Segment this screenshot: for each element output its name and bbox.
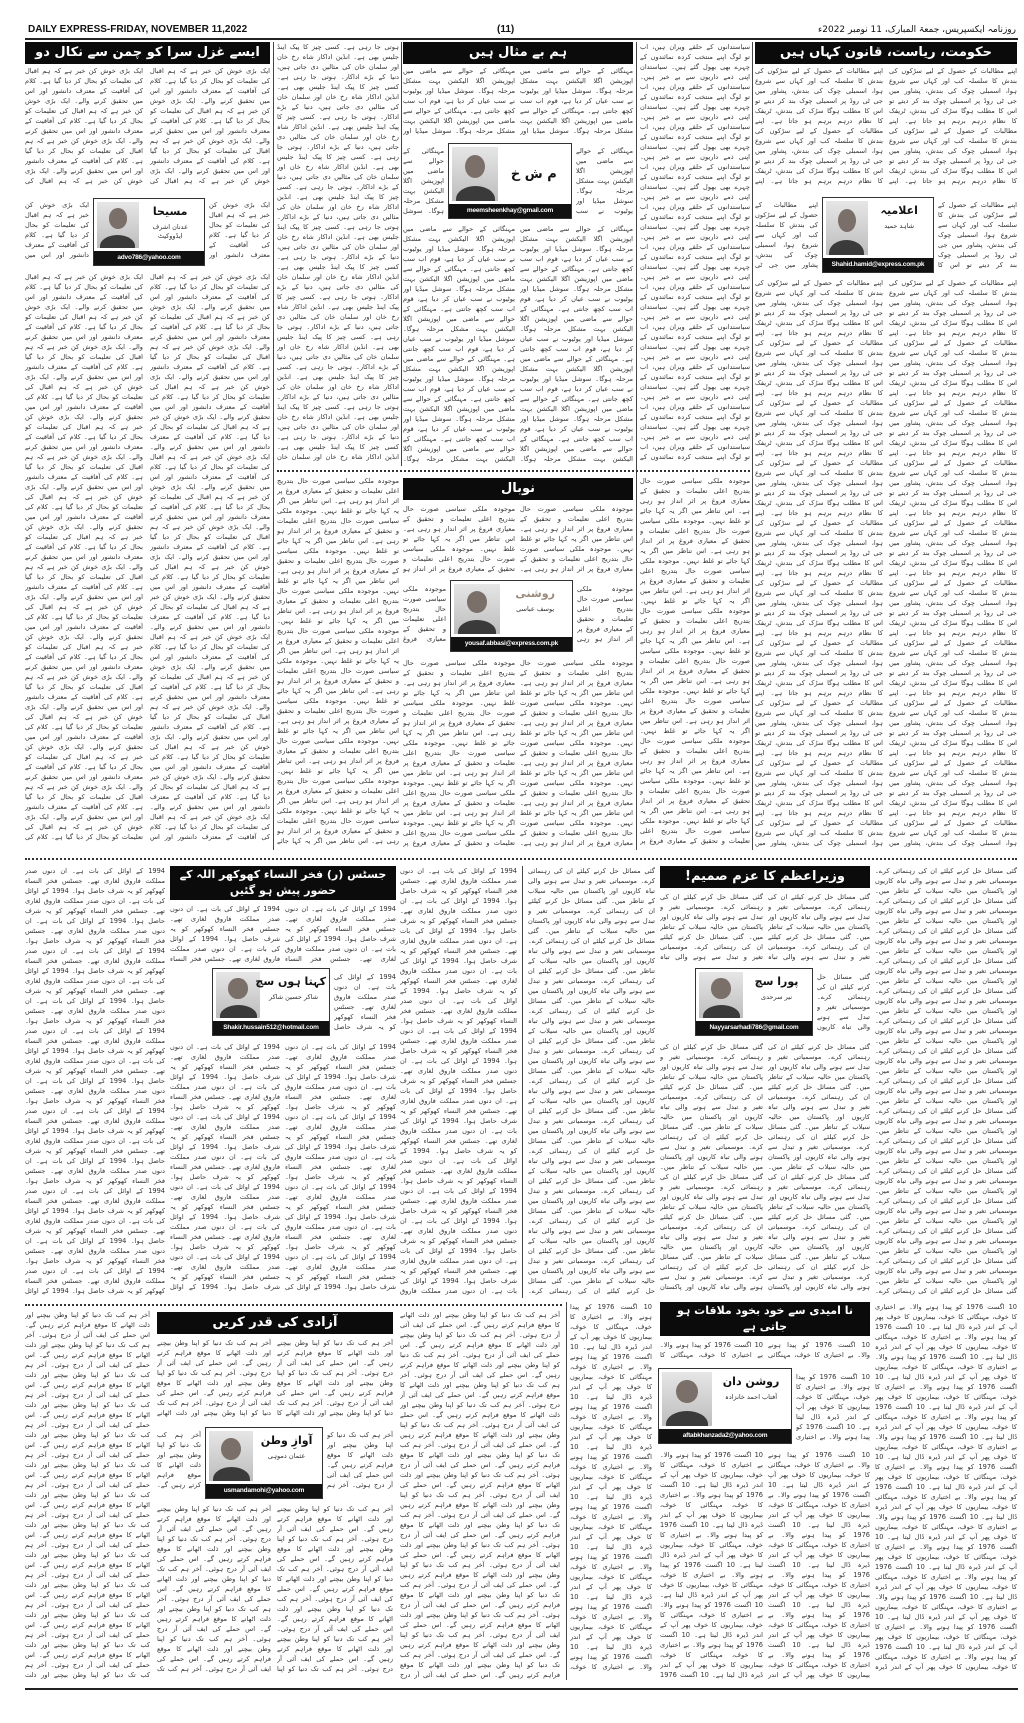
page-number: (11) bbox=[497, 24, 515, 35]
author-photo bbox=[209, 1431, 253, 1481]
article-azadi-column: آخر ہم کب تک دنیا کو اپنا وطن بیچنے اور ذلت اٹھانے کا موقع فراہم کرتے رہیں گے۔ اس حملے کی ایف آئی آر درج ہوئی۔ آخر ہم کب تک دنیا کو اپنا وطن بیچنے اور ذلت اٹھانے کا موقع فراہم کرتے رہیں گے۔ اس حملے کی ایف آئی آر درج ہوئی۔ آخر ہم کب تک دنیا کو اپنا وطن بیچنے اور ذلت اٹھانے کا bbox=[277, 1339, 393, 1417]
article-azadi-column: آخر ہم کب تک دنیا کو اپنا وطن بیچنے اور ذلت اٹھانے کا موقع فراہم کرتے رہیں گے۔ bbox=[157, 1431, 201, 1489]
article-continuation-column: ہوتی جا رہی ہے۔ کسی چیز کا پیک اینڈ جلیس بھی ہے۔ انڈین اداکار شاہ رخ خان اور سلمان خان کی مثالیں دی جاتی ہیں، دنیا کے بڑے اداکار۔ ہوتی جا رہی ہے۔ کسی چیز کا پیک اینڈ جلیس بھی ہے۔ انڈین اداکار شاہ رخ خان اور سلمان خان کی مثالیں دی جاتی ہیں، دنیا کے بڑے اداکار۔ ہوتی جا رہی ہے۔ کسی چیز کا پیک اینڈ جلیس بھی ہے۔ انڈین اداکار شاہ رخ خان اور سلمان خان کی مثالیں دی جاتی ہیں، دنیا کے بڑے اداکار۔ ہوتی جا رہی ہے۔ کسی چیز کا پیک اینڈ جلیس بھی ہے۔ انڈین اداکار شاہ رخ خان اور سلمان خان کی مثالیں دی جاتی ہیں، دنیا کے بڑے اداکار۔ ہوتی جا رہی ہے۔ کسی چیز کا پیک اینڈ جلیس بھی ہے۔ انڈین اداکار شاہ رخ خان اور سلمان خان کی مثالیں دی جاتی ہیں، دنیا کے بڑے اداکار۔ ہوتی جا رہی ہے۔ کسی چیز کا پیک اینڈ جلیس بھی ہے۔ انڈین اداکار شاہ رخ خان اور سلمان خان کی مثالیں دی جاتی ہیں، دنیا کے بڑے اداکار۔ ہوتی جا رہی ہے۔ کسی چیز کا پیک اینڈ جلیس بھی ہے۔ انڈین اداکار شاہ رخ خان اور سلمان خان کی مثالیں دی جاتی ہیں، دنیا کے بڑے اداکار۔ ہوتی جا رہی ہے۔ کسی چیز کا پیک اینڈ جلیس بھی ہے۔ انڈین اداکار شاہ رخ خان اور سلمان خان کی مثالیں دی جاتی ہیں، دنیا کے بڑے اداکار۔ ہوتی جا رہی ہے۔ کسی چیز کا پیک اینڈ جلیس بھی ہے۔ انڈین اداکار شاہ رخ خان اور سلمان خان کی مثالیں دی جاتی ہیں، دنیا کے بڑے اداکار۔ ہوتی جا رہی ہے۔ کسی چیز کا پیک اینڈ جلیس بھی ہے۔ انڈین اداکار شاہ رخ خان اور سلمان خان کی مثالیں دی جاتی ہیں، دنیا کے بڑے اداکار۔ ہوتی جا رہی ہے۔ کسی چیز کا پیک اینڈ جلیس بھی ہے۔ انڈین اداکار شاہ رخ خان اور سلمان خان کی مثالیں دی جاتی ہیں، دنیا کے بڑے اداکار۔ ہوتی جا رہی ہے۔ کسی چیز کا پیک اینڈ جلیس بھی ہے۔ انڈین اداکار شاہ رخ خان اور سلمان خان bbox=[277, 43, 399, 461]
author-box-na-ummeedi bbox=[658, 1368, 792, 1444]
page-bottom-rule bbox=[25, 1688, 1018, 1690]
article-hum-be-misal-column: مہنگائی کے حوالے سے ماضی میں اپوزیشن اگلا الیکشن بہت مشکل مرحلہ ہوگا۔ سوشل میڈیا اور یوٹیوب نے سب عیاں کر دیا ہے، قوم اب سب کچھ جانتی ہے۔ مہنگائی کے حوالے سے ماضی میں اپوزیشن اگلا الیکشن بہت مشکل مرحلہ ہوگا۔ سوشل میڈیا اور bbox=[520, 67, 633, 135]
article-wazir-column: گئی مسائل حل کرنے کیلئے ان کی رہنمائی کرے۔ موسمیاتی تغیر و تبدل سے ہونے والی تباہ کاریوں اور پاکستان میں حالیہ سیلاب کے تناظر میں۔ گئی مسائل حل کرنے کیلئے ان کی رہنمائی کرے۔ موسمیاتی تغیر و تبدل سے ہونے والی تباہ کاریوں اور پاکستان میں حالیہ سیلاب کے تناظر میں۔ گئی مسائل حل کرنے کیلئے ان کی رہنمائی کرے۔ موسمیاتی تغیر و تبدل سے ہونے والی تباہ کاریوں اور پاکستان میں حالیہ سیلاب کے تناظر میں۔ گئی مسائل حل کرنے کیلئے ان کی رہنمائی کرے۔ موسمیاتی تغیر و تبدل سے ہونے والی تباہ کاریوں اور پاکستان میں حالیہ سیلاب کے تناظر میں۔ گئی مسائل حل کرنے کیلئے ان کی رہنمائی کرے۔ موسمیاتی تغیر و تبدل سے ہونے والی تباہ کاریوں اور پاکستان میں حالیہ سیلاب کے تناظر میں۔ گئی مسائل حل کرنے کیلئے ان کی رہنمائی کرے۔ موسمیاتی تغیر و تبدل سے ہونے والی تباہ کاریوں اور پاکستان bbox=[660, 1043, 763, 1291]
article-no-ball-column: موجودہ ملکی سیاسی صورت حال بتدریج اعلی تعلیمات و تحقیق کے معیاری فروغ پر اثر انداز ہو رہی ہے۔ اس تناظر میں اگر یہ کہا جائے تو غلط نہیں۔ موجودہ ملکی سیاسی صورت حال بتدریج اعلی تعلیمات و تحقیق کے معیاری فروغ پر اثر انداز ہو رہی ہے۔ اس تناظر میں اگر یہ کہا جائے تو غلط نہیں۔ موجودہ ملکی سیاسی صورت حال بتدریج اعلی تعلیمات و تحقیق کے معیاری فروغ پر اثر انداز ہو رہی ہے۔ اس تناظر میں اگر یہ کہا جائے تو غلط نہیں۔ موجودہ ملکی سیاسی صورت حال بتدریج اعلی تعلیمات و تحقیق کے معیاری فروغ پر اثر انداز ہو رہی ہے۔ اس تناظر میں اگر یہ کہا جائے تو غلط نہیں۔ موجودہ ملکی سیاسی صورت حال بتدریج اعلی تعلیمات و تحقیق کے معیاری فروغ پر bbox=[403, 659, 515, 847]
article-ghazal-column: ایک بڑی خوش کن خبر ہے کہ ہم اقبال کی تعلیمات کو بحال کر دیا گیا ہے۔ کلام کی آفاقیت کے معترف دانشور اور اس میں تحقیق کرنے والے۔ ایک بڑی خوش کن خبر ہے کہ ہم اقبال کی تعلیمات کو بحال کر دیا گیا ہے۔ کلام کی آفاقیت کے معترف دانشور اور اس میں تحقیق کرنے والے۔ ایک بڑی خوش کن خبر ہے کہ ہم اقبال کی تعلیمات کو بحال کر دیا گیا ہے۔ کلام کی آفاقیت کے معترف دانشور اور اس میں تحقیق کرنے والے۔ ایک بڑی خوش کن خبر ہے کہ ہم اقبال کی bbox=[25, 67, 143, 185]
article-no-ball-column: موجودہ ملکی سیاسی صورت حال بتدریج اعلی تعلیمات و تحقیق کے معیاری فروغ پر اثر انداز ہو رہی ہے۔ اس تناظر میں اگر یہ کہا جائے تو غلط نہیں۔ موجودہ ملکی سیاسی صورت حال بتدریج اعلی تعلیمات و تحقیق کے معیاری فروغ پر اثر انداز ہو رہی ہے۔ اس تناظر میں اگر یہ کہا جائے تو غلط نہیں۔ موجودہ ملکی سیاسی صورت حال بتدریج اعلی تعلیمات و تحقیق کے معیاری فروغ پر اثر انداز ہو رہی ہے۔ اس تناظر میں اگر یہ کہا جائے تو غلط نہیں۔ موجودہ ملکی سیاسی صورت حال بتدریج اعلی تعلیمات و تحقیق کے معیاری فروغ پر اثر انداز ہو رہی ہے۔ اس تناظر میں اگر یہ کہا جائے تو غلط نہیں۔ موجودہ ملکی سیاسی صورت حال بتدریج اعلی تعلیمات و تحقیق کے معیاری فروغ پر اثر انداز ہو رہی ہے۔ اس تناظر میں اگر یہ کہا جائے تو غلط نہیں۔ موجودہ ملکی سیاسی صورت حال بتدریج اعلی تعلیمات و تحقیق کے معیاری فروغ پر اثر انداز ہو رہی ہے۔ اس تناظر میں اگر یہ کہا جائے تو غلط نہیں۔ موجودہ ملکی سیاسی صورت حال بتدریج اعلی تعلیمات و تحقیق کے معیاری فروغ پر اثر انداز ہو رہی ہے۔ اس تناظر میں اگر یہ کہا جائے تو غلط نہیں۔ موجودہ ملکی سیاسی صورت حال بتدریج اعلی تعلیمات و تحقیق کے معیاری فروغ پر اثر انداز ہو رہی ہے۔ اس تناظر میں اگر یہ کہا جائے تو غلط نہیں۔ موجودہ ملکی سیاسی صورت حال بتدریج اعلی تعلیمات و تحقیق کے معیاری فروغ پر bbox=[640, 477, 750, 845]
article-wazir-column: گئی مسائل حل کرنے کیلئے ان کی رہنمائی کرے۔ موسمیاتی تغیر و تبدل سے ہونے والی تباہ کاریوں bbox=[817, 973, 870, 1031]
article-hum-be-misal-column: مہنگائی کے حوالے سے ماضی میں اپوزیشن اگلا الیکشن بہت مشکل مرحلہ ہوگا۔ سوشل میڈیا اور یوٹیوب نے سب عیاں کر دیا ہے، قوم اب سب کچھ جانتی ہے۔ مہنگائی کے حوالے سے ماضی میں اپوزیشن اگلا الیکشن بہت مشکل مرحلہ ہوگا۔ سوشل میڈیا اور یوٹیوب نے سب عیاں کر دیا ہے، قوم اب سب کچھ جانتی ہے۔ مہنگائی کے حوالے سے ماضی میں اپوزیشن اگلا الیکشن بہت مشکل مرحلہ ہوگا۔ سوشل میڈیا اور یوٹیوب نے سب عیاں کر دیا ہے، قوم اب سب کچھ جانتی ہے۔ مہنگائی کے حوالے سے ماضی میں اپوزیشن اگلا الیکشن بہت مشکل مرحلہ ہوگا۔ سوشل میڈیا اور یوٹیوب نے سب عیاں کر دیا ہے، قوم اب سب کچھ جانتی ہے۔ مہنگائی کے حوالے سے ماضی میں اپوزیشن اگلا الیکشن بہت مشکل مرحلہ ہوگا۔ سوشل میڈیا اور یوٹیوب نے سب عیاں کر دیا ہے، قوم اب سب کچھ جانتی ہے۔ مہنگائی کے حوالے سے ماضی میں اپوزیشن اگلا الیکشن بہت مشکل مرحلہ ہوگا۔ bbox=[403, 225, 515, 463]
article-ghazal-column: ایک بڑی خوش کن خبر ہے کہ ہم اقبال کی تعلیمات کو بحال کر دیا گیا ہے۔ کلام کی آفاقیت کے معترف دانشور اور اس میں bbox=[25, 201, 89, 259]
column-name: کہتا ہوں سچ bbox=[255, 975, 326, 988]
article-hum-be-misal-column: مہنگائی کے حوالے سے ماضی میں اپوزیشن اگلا الیکشن بہت مشکل مرحلہ ہوگا۔ سوشل میڈیا اور یوٹیوب نے سب عیاں کر دیا ہے، قوم اب سب کچھ جانتی ہے۔ مہنگائی کے حوالے سے ماضی میں اپوزیشن اگلا الیکشن بہت مشکل مرحلہ ہوگا۔ سوشل میڈیا اور bbox=[403, 67, 515, 135]
headline-hukumat: حکومت، ریاست، قانون کہاں ہیں bbox=[755, 42, 1017, 64]
article-hukumat-column: اپنے مطالبات کے حصول کے لیے سڑکوں کی بندش کا سلسلہ کب اور کہاں سے شروع ہوا، اسمبلی چوک کی بندش، پشاور میں جی ٹی روڈ پر اسمبلی چوک بند کر دیتے تو اس کا مطلب ہوگا سڑک کی بندش، ٹریفک کا نظام درہم برہم ہو جاتا ہے۔ اپنے مطالبات کے حصول کے لیے سڑکوں کی بندش کا سلسلہ کب اور کہاں سے شروع ہوا، اسمبلی چوک کی بندش، پشاور میں جی ٹی روڈ پر اسمبلی چوک بند کر دیتے تو اس کا مطلب ہوگا سڑک کی بندش، ٹریفک کا نظام درہم برہم ہو جاتا ہے۔ اپنے مطالبات کے حصول کے لیے سڑکوں کی بندش کا سلسلہ کب اور کہاں سے شروع ہوا، اسمبلی چوک کی بندش، پشاور میں جی ٹی روڈ پر اسمبلی چوک بند کر دیتے تو اس کا مطلب ہوگا سڑک کی بندش، ٹریفک کا نظام درہم برہم ہو جاتا ہے۔ اپنے مطالبات کے حصول کے لیے سڑکوں کی بندش کا سلسلہ کب اور کہاں سے شروع ہوا، اسمبلی چوک کی بندش، پشاور میں جی ٹی روڈ پر اسمبلی چوک بند کر دیتے تو اس کا مطلب ہوگا سڑک کی بندش، ٹریفک کا نظام درہم برہم ہو جاتا ہے۔ اپنے مطالبات کے حصول کے لیے سڑکوں کی بندش کا سلسلہ کب اور کہاں سے شروع ہوا، اسمبلی چوک کی بندش، پشاور میں جی ٹی روڈ پر اسمبلی چوک بند کر دیتے تو اس کا مطلب ہوگا سڑک کی بندش، ٹریفک کا نظام درہم برہم ہو جاتا ہے۔ اپنے مطالبات کے حصول کے لیے سڑکوں کی بندش کا سلسلہ کب اور کہاں سے شروع ہوا، اسمبلی چوک کی بندش، پشاور میں جی ٹی روڈ پر اسمبلی چوک بند کر دیتے تو اس کا مطلب ہوگا سڑک کی بندش، ٹریفک کا نظام درہم برہم ہو جاتا ہے۔ اپنے مطالبات کے حصول کے لیے سڑکوں کی بندش کا سلسلہ کب اور کہاں سے شروع ہوا، اسمبلی چوک کی بندش، پشاور میں جی ٹی روڈ پر اسمبلی چوک بند کر دیتے تو اس کا مطلب ہوگا سڑک کی بندش، ٹریفک کا نظام درہم برہم ہو جاتا ہے۔ اپنے مطالبات کے حصول کے لیے سڑکوں کی بندش کا سلسلہ کب اور کہاں سے شروع ہوا، اسمبلی چوک کی بندش، پشاور میں جی ٹی روڈ پر اسمبلی چوک بند کر دیتے تو اس کا مطلب ہوگا سڑک کی بندش، ٹریفک کا نظام درہم برہم ہو جاتا ہے۔ اپنے مطالبات کے حصول کے لیے سڑکوں کی بندش کا سلسلہ کب اور کہاں سے شروع ہوا، اسمبلی چوک کی بندش، پشاور میں جی ٹی روڈ پر اسمبلی چوک بند کر دیتے تو اس کا مطلب ہوگا سڑک کی بندش، ٹریفک کا نظام درہم برہم ہو جاتا ہے۔ اپنے مطالبات کے حصول کے لیے سڑکوں کی بندش کا سلسلہ کب اور کہاں سے شروع ہوا، اسمبلی چوک کی بندش، پشاور میں bbox=[889, 279, 1017, 847]
headline-na-ummeedi: نا امیدی سے خود بخود ملاقات ہو جاتی ہے bbox=[660, 1302, 870, 1336]
author-name: عدنان اشرف ایڈووکیٹ bbox=[152, 223, 188, 240]
author-email: Nayyarsarhadi786@gmail.com bbox=[696, 1021, 812, 1035]
article-no-ball-column: موجودہ ملکی سیاسی صورت حال بتدریج اعلی تعلیمات و تحقیق کے معیاری فروغ bbox=[403, 585, 446, 643]
article-na-ummeedi-column: 10 اگست 1976 کو پیدا ہونے والا۔ بے اختیاری کا خوف، مہنگائی کا خوف، بیماریوں کا خوف پھر آپ کے اندر ڈیرہ ڈال لیتا ہے۔ 10 اگست 1976 کو پیدا ہونے والا۔ بے اختیاری کا خوف، مہنگائی کا خوف، بیماریوں کا خوف پھر آپ کے اندر ڈیرہ ڈال لیتا ہے۔ 10 اگست 1976 کو پیدا ہونے والا۔ بے اختیاری کا خوف، مہنگائی کا خوف، بیماریوں کا خوف پھر آپ کے اندر ڈیرہ ڈال لیتا ہے۔ 10 اگست 1976 کو پیدا ہونے والا۔ بے اختیاری کا خوف، مہنگائی کا خوف، بیماریوں کا خوف پھر آپ کے اندر ڈیرہ ڈال لیتا ہے۔ 10 اگست 1976 کو پیدا ہونے والا۔ بے اختیاری کا خوف، مہنگائی کا خوف، بیماریوں کا خوف پھر آپ کے اندر ڈیرہ ڈال لیتا ہے۔ 10 اگست 1976 کو پیدا ہونے والا۔ بے اختیاری کا خوف، مہنگائی کا خوف، بیماریوں کا خوف پھر آپ کے اندر bbox=[768, 1451, 870, 1679]
column-name: روشن دان bbox=[722, 1375, 780, 1388]
column-divider bbox=[752, 42, 753, 850]
article-wazir-column: گئی مسائل حل کرنے کیلئے ان کی رہنمائی کرے۔ موسمیاتی تغیر و تبدل سے ہونے والی تباہ کاریوں اور پاکستان میں حالیہ سیلاب کے تناظر میں۔ گئی مسائل حل کرنے کیلئے ان کی رہنمائی کرے۔ موسمیاتی تغیر و تبدل سے ہونے والی تباہ bbox=[768, 893, 870, 961]
author-box-no-ball bbox=[450, 580, 573, 652]
headline-justice: جسٹس (ر) فخر النساء کھوکھر اللہ کے حضور پیش ہو گئیں bbox=[170, 866, 396, 900]
headline-azadi: آزادی کی قدر کریں bbox=[157, 1312, 393, 1334]
column-divider bbox=[273, 42, 274, 850]
article-no-ball-column: موجودہ ملکی سیاسی صورت حال بتدریج اعلی تعلیمات و تحقیق کے معیاری فروغ پر اثر انداز ہو رہی ہے۔ اس تناظر میں اگر یہ کہا جائے تو غلط نہیں۔ موجودہ ملکی سیاسی صورت حال بتدریج اعلی تعلیمات و تحقیق کے معیاری فروغ پر اثر انداز ہو رہی ہے۔ bbox=[520, 505, 633, 573]
author-photo bbox=[216, 972, 260, 1018]
masthead-rule bbox=[25, 38, 1018, 40]
headline-no-ball: نوبال bbox=[403, 478, 633, 500]
article-azadi-column: آخر ہم کب تک دنیا کو اپنا وطن بیچنے اور ذلت اٹھانے کا موقع فراہم کرتے رہیں گے۔ اس حملے کی ایف آئی آر درج ہوئی۔ آخر ہم bbox=[327, 1431, 393, 1489]
article-wazir-column: گئی مسائل حل کرنے کیلئے ان کی رہنمائی کرے۔ موسمیاتی تغیر و تبدل سے ہونے والی تباہ کاریوں اور پاکستان میں حالیہ سیلاب کے تناظر میں۔ گئی مسائل حل کرنے کیلئے ان کی رہنمائی کرے۔ موسمیاتی تغیر و تبدل سے ہونے والی تباہ کاریوں اور پاکستان میں حالیہ سیلاب کے تناظر میں۔ گئی مسائل حل کرنے کیلئے ان کی رہنمائی کرے۔ موسمیاتی تغیر و تبدل سے ہونے والی تباہ کاریوں اور پاکستان میں حالیہ سیلاب کے تناظر میں۔ گئی مسائل حل کرنے کیلئے ان کی رہنمائی کرے۔ موسمیاتی تغیر و تبدل سے ہونے والی تباہ کاریوں اور پاکستان میں حالیہ سیلاب کے تناظر میں۔ گئی مسائل حل کرنے کیلئے ان کی رہنمائی کرے۔ موسمیاتی تغیر و تبدل سے ہونے والی تباہ کاریوں اور پاکستان میں حالیہ سیلاب کے تناظر میں۔ گئی مسائل حل کرنے کیلئے ان کی رہنمائی کرے۔ موسمیاتی تغیر و تبدل سے ہونے والی تباہ کاریوں اور پاکستان میں حالیہ سیلاب کے تناظر میں۔ گئی مسائل حل کرنے کیلئے ان کی رہنمائی کرے۔ موسمیاتی تغیر و تبدل سے ہونے والی تباہ کاریوں اور پاکستان میں حالیہ سیلاب کے تناظر میں۔ گئی مسائل حل کرنے کیلئے ان کی رہنمائی کرے۔ موسمیاتی تغیر و تبدل سے ہونے والی تباہ کاریوں اور پاکستان میں حالیہ سیلاب کے تناظر میں۔ گئی مسائل حل کرنے کیلئے ان کی رہنمائی کرے۔ موسمیاتی تغیر و تبدل سے ہونے والی تباہ کاریوں اور پاکستان میں حالیہ سیلاب کے تناظر میں۔ گئی مسائل حل کرنے کیلئے ان کی رہنمائی کرے۔ موسمیاتی تغیر و تبدل سے ہونے والی تباہ کاریوں اور پاکستان میں حالیہ سیلاب کے تناظر میں۔ گئی مسائل حل کرنے کیلئے ان کی رہنمائی کرے۔ موسمیاتی تغیر و تبدل سے ہونے والی تباہ کاریوں اور پاکستان میں حالیہ سیلاب کے تناظر میں۔ گئی مسائل حل کرنے کیلئے ان کی رہنمائی کرے۔ موسمیاتی تغیر و تبدل سے ہونے والی تباہ کاریوں اور پاکستان میں حالیہ سیلاب کے تناظر میں۔ گئی مسائل حل کرنے کیلئے ان کی رہنمائی کرے۔ bbox=[528, 867, 655, 1295]
author-name: شاہد حمید bbox=[884, 222, 915, 230]
column-name: مسیحا bbox=[152, 205, 188, 218]
author-photo bbox=[699, 972, 743, 1018]
author-email: aftabkhanzada2@yahoo.com bbox=[659, 1429, 791, 1443]
article-ghazal-column: ایک بڑی خوش کن خبر ہے کہ ہم اقبال کی تعلیمات کو بحال کر دیا گیا ہے۔ کلام کی آفاقیت کے معترف دانشور اور اس میں تحقیق کرنے والے۔ ایک بڑی خوش کن خبر ہے کہ ہم اقبال کی تعلیمات کو بحال کر دیا گیا ہے۔ کلام کی آفاقیت کے معترف دانشور اور اس میں تحقیق کرنے والے۔ ایک بڑی خوش کن خبر ہے کہ ہم اقبال کی تعلیمات کو بحال کر دیا گیا ہے۔ کلام کی آفاقیت کے معترف دانشور اور اس میں تحقیق کرنے والے۔ ایک بڑی خوش کن خبر ہے کہ ہم اقبال کی bbox=[150, 67, 270, 185]
author-name: نیر سرحدی bbox=[761, 993, 793, 1001]
masthead-date-urdu: روزنامہ ایکسپریس، جمعۃ المبارک، 11 نومبر 2022ء bbox=[818, 25, 1016, 35]
author-box-hukumat bbox=[822, 197, 934, 273]
article-justice-column: 1994 کے اوائل کی بات ہے۔ ان دنوں صدر مملکت فاروق لغاری تھے۔ جسٹس فخر النساء کھوکھر کو یہ شرف حاصل bbox=[334, 973, 396, 1031]
author-email: yousaf.abbasi@express.com.pk bbox=[451, 637, 572, 651]
article-na-ummeedi-column: 10 اگست 1976 کو پیدا ہونے والا۔ بے اختیاری کا خوف، مہنگائی کا خوف، بیماریوں کا خوف پھر آپ کے اندر ڈیرہ ڈال لیتا ہے۔ 10 اگست 1976 کو پیدا ہونے والا۔ بے اختیاری کا خوف، مہنگائی کا خوف، بیماریوں کا خوف پھر آپ کے اندر ڈیرہ ڈال لیتا ہے۔ 10 اگست 1976 کو پیدا ہونے والا۔ بے اختیاری کا خوف، مہنگائی کا خوف، بیماریوں کا خوف پھر آپ کے اندر ڈیرہ ڈال لیتا ہے۔ 10 اگست 1976 کو پیدا ہونے والا۔ بے اختیاری کا خوف، مہنگائی کا خوف، بیماریوں کا خوف پھر آپ کے اندر ڈیرہ ڈال لیتا ہے۔ 10 اگست 1976 کو پیدا ہونے والا۔ بے اختیاری کا خوف، مہنگائی کا خوف، بیماریوں کا خوف پھر آپ کے اندر ڈیرہ ڈال لیتا ہے۔ 10 اگست 1976 کو پیدا ہونے والا۔ بے اختیاری کا خوف، مہنگائی کا خوف، بیماریوں کا خوف پھر آپ کے اندر ڈیرہ ڈال لیتا ہے۔ 10 اگست 1976 کو پیدا ہونے والا۔ بے اختیاری کا خوف، مہنگائی کا خوف، بیماریوں کا خوف پھر آپ کے اندر ڈیرہ ڈال لیتا ہے۔ 10 اگست 1976 کو پیدا ہونے والا۔ بے اختیاری کا خوف، bbox=[570, 1303, 652, 1671]
author-name: م ش خ bbox=[510, 167, 557, 182]
author-name: یوسف عباسی bbox=[516, 605, 555, 613]
article-na-ummeedi-column: 10 اگست 1976 کو پیدا ہونے والا۔ بے اختیاری کا خوف، مہنگائی کا bbox=[660, 1341, 763, 1359]
column-name: پورا سچ bbox=[754, 975, 799, 988]
article-justice-column: 1994 کے اوائل کی بات ہے۔ ان دنوں صدر مملکت فاروق لغاری تھے۔ جسٹس فخر النساء کھوکھر کو یہ شرف حاصل ہوا۔ 1994 کے اوائل کی بات ہے۔ ان دنوں صدر مملکت فاروق لغاری تھے۔ جسٹس فخر النساء کھوکھر کو یہ شرف حاصل ہوا۔ 1994 کے اوائل کی بات ہے۔ ان دنوں صدر مملکت فاروق لغاری تھے۔ جسٹس فخر النساء کھوکھر کو یہ شرف حاصل ہوا۔ 1994 کے اوائل کی بات ہے۔ ان دنوں صدر مملکت فاروق لغاری تھے۔ جسٹس فخر النساء کھوکھر کو یہ شرف حاصل ہوا۔ 1994 کے اوائل کی بات ہے۔ ان دنوں صدر مملکت فاروق لغاری تھے۔ جسٹس فخر النساء کھوکھر کو یہ شرف حاصل ہوا۔ 1994 کے اوائل کی بات ہے۔ ان دنوں صدر مملکت فاروق لغاری تھے۔ جسٹس فخر النساء کھوکھر کو یہ شرف حاصل ہوا۔ 1994 کے اوائل کی بات ہے۔ ان دنوں صدر مملکت فاروق لغاری تھے۔ جسٹس فخر النساء کھوکھر کو یہ شرف حاصل ہوا۔ 1994 کے اوائل کی bbox=[285, 1043, 396, 1291]
column-divider bbox=[566, 1302, 567, 1680]
author-email: advo786@yahoo.com bbox=[94, 251, 204, 265]
author-box-justice bbox=[212, 968, 330, 1036]
article-no-ball-column: موجودہ ملکی سیاسی صورت حال بتدریج اعلی تعلیمات و تحقیق کے معیاری فروغ پر اثر انداز ہو رہی ہے۔ اس تناظر میں اگر یہ کہا جائے تو غلط نہیں۔ موجودہ ملکی سیاسی صورت حال بتدریج اعلی تعلیمات و تحقیق کے معیاری فروغ پر اثر انداز ہو رہی ہے۔ اس تناظر میں اگر یہ کہا جائے تو غلط نہیں۔ موجودہ ملکی سیاسی صورت حال بتدریج اعلی تعلیمات و تحقیق کے معیاری فروغ پر اثر انداز ہو رہی ہے۔ اس تناظر میں اگر یہ کہا جائے تو غلط نہیں۔ موجودہ ملکی سیاسی صورت حال بتدریج اعلی تعلیمات و تحقیق کے معیاری فروغ پر اثر انداز ہو رہی ہے۔ اس تناظر میں اگر یہ کہا جائے تو غلط نہیں۔ موجودہ ملکی سیاسی صورت حال بتدریج اعلی تعلیمات و تحقیق کے معیاری فروغ پر اثر انداز ہو رہی ہے۔ اس تناظر میں اگر یہ کہا جائے تو غلط نہیں۔ موجودہ ملکی سیاسی صورت حال بتدریج اعلی تعلیمات و تحقیق کے معیاری فروغ پر اثر انداز ہو رہی ہے۔ اس تناظر میں اگر یہ کہا جائے تو غلط نہیں۔ موجودہ ملکی سیاسی صورت حال بتدریج اعلی تعلیمات و تحقیق کے معیاری فروغ پر اثر انداز ہو رہی ہے۔ اس تناظر میں اگر یہ کہا جائے تو غلط نہیں۔ موجودہ ملکی سیاسی صورت حال بتدریج اعلی تعلیمات و تحقیق کے معیاری فروغ پر اثر انداز ہو رہی ہے۔ اس تناظر میں اگر یہ کہا جائے تو غلط نہیں۔ موجودہ ملکی سیاسی صورت حال بتدریج اعلی تعلیمات و تحقیق کے معیاری فروغ پر اثر انداز ہو رہی ہے۔ اس تناظر میں اگر یہ کہا جائے تو غلط نہیں۔ موجودہ ملکی سیاسی صورت حال بتدریج اعلی تعلیمات و تحقیق کے معیاری فروغ پر اثر انداز ہو رہی ہے۔ اس تناظر میں اگر یہ کہا جائے bbox=[277, 477, 399, 845]
section-divider-dotted bbox=[277, 470, 750, 472]
article-hum-be-misal-column: مہنگائی کے حوالے سے ماضی میں اپوزیشن اگلا الیکشن بہت مشکل مرحلہ ہوگا۔ سوشل میڈیا اور یوٹیوب نے سب عیاں کر دیا ہے، قوم اب سب کچھ جانتی ہے۔ مہنگائی کے حوالے سے ماضی میں اپوزیشن اگلا الیکشن بہت مشکل مرحلہ ہوگا۔ سوشل میڈیا اور یوٹیوب نے سب عیاں کر دیا ہے، قوم اب سب کچھ جانتی ہے۔ مہنگائی کے حوالے سے ماضی میں اپوزیشن اگلا الیکشن بہت مشکل مرحلہ ہوگا۔ سوشل میڈیا اور یوٹیوب نے سب عیاں کر دیا ہے، قوم اب سب کچھ جانتی ہے۔ مہنگائی کے حوالے سے ماضی میں اپوزیشن اگلا الیکشن بہت مشکل مرحلہ ہوگا۔ سوشل میڈیا اور یوٹیوب نے سب عیاں کر دیا ہے، قوم اب سب کچھ جانتی ہے۔ مہنگائی کے حوالے سے ماضی میں اپوزیشن اگلا الیکشن بہت مشکل مرحلہ ہوگا۔ سوشل میڈیا اور یوٹیوب نے سب عیاں کر دیا ہے، قوم اب سب کچھ جانتی ہے۔ مہنگائی کے حوالے سے ماضی میں اپوزیشن اگلا الیکشن بہت مشکل مرحلہ ہوگا۔ bbox=[520, 225, 633, 463]
article-hukumat-column: اپنے مطالبات کے حصول کے لیے سڑکوں کی بندش کا سلسلہ کب اور کہاں سے شروع ہوا، اسمبلی چوک کی بندش، پشاور میں جی ٹی روڈ پر اسمبلی چوک بند کر دیتے تو اس کا مطلب ہوگا سڑک کی بندش، ٹریفک کا نظام درہم برہم ہو جاتا ہے۔ اپنے مطالبات کے حصول کے لیے سڑکوں کی بندش کا سلسلہ کب اور کہاں سے شروع ہوا، اسمبلی چوک کی بندش، پشاور میں جی ٹی روڈ پر اسمبلی چوک بند کر دیتے تو اس کا مطلب ہوگا سڑک کی بندش، ٹریفک کا نظام درہم برہم ہو جاتا ہے۔ اپنے bbox=[755, 67, 883, 185]
article-ghazal-column: ایک بڑی خوش کن خبر ہے کہ ہم اقبال کی تعلیمات کو بحال کر دیا گیا ہے۔ کلام کی آفاقیت کے معترف دانشور اور اس میں تحقیق کرنے والے۔ ایک بڑی خوش کن خبر ہے کہ ہم اقبال کی تعلیمات کو بحال کر دیا گیا ہے۔ کلام کی آفاقیت کے معترف دانشور اور اس میں تحقیق کرنے والے۔ ایک بڑی خوش کن خبر ہے کہ ہم اقبال کی تعلیمات کو بحال کر دیا گیا ہے۔ کلام کی آفاقیت کے معترف دانشور اور اس میں تحقیق کرنے والے۔ ایک بڑی خوش کن خبر ہے کہ ہم اقبال کی تعلیمات کو بحال کر دیا گیا ہے۔ کلام کی آفاقیت کے معترف دانشور اور اس میں تحقیق کرنے والے۔ ایک بڑی خوش کن خبر ہے کہ ہم اقبال کی تعلیمات کو بحال کر دیا گیا ہے۔ کلام کی آفاقیت کے معترف دانشور اور اس میں تحقیق کرنے والے۔ ایک بڑی خوش کن خبر ہے کہ ہم اقبال کی تعلیمات کو بحال کر دیا گیا ہے۔ کلام کی آفاقیت کے معترف دانشور اور اس میں تحقیق کرنے والے۔ ایک بڑی خوش کن خبر ہے کہ ہم اقبال کی تعلیمات کو بحال کر دیا گیا ہے۔ کلام کی آفاقیت کے معترف دانشور اور اس میں تحقیق کرنے والے۔ ایک بڑی خوش کن خبر ہے کہ ہم اقبال کی تعلیمات کو بحال کر دیا گیا ہے۔ کلام کی آفاقیت کے معترف دانشور اور اس میں تحقیق کرنے والے۔ ایک بڑی خوش کن خبر ہے کہ ہم اقبال کی تعلیمات کو بحال کر دیا گیا ہے۔ کلام کی آفاقیت کے معترف دانشور اور اس میں تحقیق کرنے والے۔ ایک بڑی خوش کن خبر ہے کہ ہم اقبال کی تعلیمات کو بحال کر دیا گیا ہے۔ کلام کی آفاقیت کے معترف دانشور اور اس میں تحقیق کرنے والے۔ ایک بڑی خوش کن خبر ہے کہ ہم اقبال کی تعلیمات کو بحال کر دیا گیا ہے۔ کلام کی آفاقیت کے معترف دانشور اور اس میں تحقیق کرنے والے۔ ایک بڑی خوش کن خبر ہے کہ ہم اقبال کی تعلیمات کو بحال کر دیا گیا ہے۔ کلام کی آفاقیت کے معترف دانشور اور اس میں تحقیق کرنے والے۔ ایک بڑی خوش کن خبر ہے کہ ہم اقبال کی تعلیمات کو بحال کر دیا گیا ہے۔ کلام کی آفاقیت کے معترف دانشور اور اس میں تحقیق کرنے والے۔ ایک بڑی خوش کن خبر ہے کہ ہم اقبال کی تعلیمات کو بحال کر دیا گیا ہے۔ کلام کی آفاقیت کے معترف دانشور اور اس میں تحقیق کرنے والے۔ ایک بڑی خوش کن خبر ہے کہ ہم اقبال کی تعلیمات کو بحال کر دیا گیا ہے۔ کلام کی آفاقیت کے معترف دانشور اور اس میں تحقیق کرنے والے۔ ایک بڑی خوش کن خبر ہے کہ ہم اقبال کی تعلیمات کو بحال کر دیا گیا ہے۔ کلام کی آفاقیت کے معترف دانشور اور اس bbox=[150, 273, 270, 841]
article-hukumat-column: اپنے مطالبات کے حصول کے لیے سڑکوں کی بندش کا سلسلہ کب اور کہاں سے شروع ہوا، اسمبلی چوک کی بندش، پشاور میں جی ٹی روڈ پر اسمبلی چوک بند کر دیتے تو اس کا bbox=[938, 201, 1017, 269]
author-photo bbox=[662, 1372, 712, 1426]
article-wazir-column: گئی مسائل حل کرنے کیلئے ان کی رہنمائی کرے۔ موسمیاتی تغیر و تبدل سے ہونے والی تباہ کاریوں اور پاکستان میں حالیہ سیلاب کے تناظر میں۔ گئی مسائل حل کرنے کیلئے ان کی رہنمائی کرے۔ موسمیاتی تغیر و تبدل سے ہونے والی تباہ کاریوں اور پاکستان میں حالیہ سیلاب کے تناظر میں۔ گئی مسائل حل کرنے کیلئے ان کی رہنمائی کرے۔ موسمیاتی تغیر و تبدل سے ہونے والی تباہ کاریوں اور پاکستان میں حالیہ سیلاب کے تناظر میں۔ گئی مسائل حل کرنے کیلئے ان کی رہنمائی کرے۔ موسمیاتی تغیر و تبدل سے ہونے والی تباہ کاریوں اور پاکستان میں حالیہ سیلاب کے تناظر میں۔ گئی مسائل حل کرنے کیلئے ان کی رہنمائی کرے۔ موسمیاتی تغیر و تبدل سے ہونے والی تباہ کاریوں اور پاکستان میں حالیہ سیلاب کے تناظر میں۔ گئی مسائل حل کرنے کیلئے ان کی رہنمائی کرے۔ موسمیاتی تغیر و تبدل سے ہونے والی تباہ کاریوں اور پاکستان bbox=[768, 1043, 870, 1291]
author-name: عثمان دموہی bbox=[267, 1452, 306, 1460]
article-justice-column: 1994 کے اوائل کی بات ہے۔ ان دنوں صدر مملکت فاروق لغاری تھے۔ جسٹس فخر النساء کھوکھر کو یہ شرف حاصل ہوا۔ 1994 کے اوائل کی بات ہے۔ ان دنوں صدر مملکت فاروق لغاری تھے۔ جسٹس فخر النساء کھوکھر کو یہ شرف حاصل ہوا۔ 1994 کے اوائل کی بات ہے۔ ان دنوں صدر مملکت فاروق لغاری تھے۔ جسٹس فخر النساء کھوکھر کو یہ شرف حاصل ہوا۔ 1994 کے اوائل کی بات ہے۔ ان دنوں صدر مملکت فاروق لغاری تھے۔ جسٹس فخر النساء کھوکھر کو یہ شرف حاصل ہوا۔ 1994 کے اوائل کی بات ہے۔ ان دنوں صدر مملکت فاروق لغاری تھے۔ جسٹس فخر النساء کھوکھر کو یہ شرف حاصل ہوا۔ 1994 کے اوائل کی بات ہے۔ ان دنوں صدر مملکت فاروق لغاری تھے۔ جسٹس فخر النساء کھوکھر کو یہ شرف حاصل ہوا۔ 1994 کے اوائل کی بات ہے۔ ان دنوں صدر مملکت فاروق لغاری تھے۔ جسٹس فخر النساء کھوکھر کو یہ شرف حاصل ہوا۔ 1994 کے اوائل bbox=[170, 1043, 280, 1291]
article-azadi-column: آخر ہم کب تک دنیا کو اپنا وطن بیچنے اور ذلت اٹھانے کا موقع فراہم کرتے رہیں گے۔ اس حملے کی ایف آئی آر درج ہوئی۔ آخر ہم کب تک دنیا کو اپنا وطن بیچنے اور ذلت اٹھانے کا موقع فراہم کرتے رہیں گے۔ اس حملے کی ایف آئی آر درج ہوئی۔ آخر ہم کب تک دنیا کو اپنا وطن بیچنے اور ذلت اٹھانے bbox=[157, 1339, 271, 1417]
author-email: Shahid.hamid@express.com.pk bbox=[823, 258, 933, 272]
column-name: اعلامیہ bbox=[880, 204, 918, 217]
article-ghazal-column: ایک بڑی خوش کن خبر ہے کہ ہم اقبال کی تعلیمات کو بحال کر دیا گیا ہے۔ کلام کی آفاقیت کے معترف دانشور اور bbox=[209, 201, 270, 259]
author-box-azadi bbox=[205, 1427, 323, 1499]
column-divider bbox=[636, 42, 637, 850]
article-na-ummeedi-column: 10 اگست 1976 کو پیدا ہونے والا۔ بے اختیاری کا خوف، مہنگائی کا خوف، بیماریوں کا خوف پھر آپ کے اندر ڈیرہ ڈال لیتا ہے۔ 10 اگست 1976 کو پیدا ہونے والا۔ بے اختیاری کا خوف، مہنگائی کا خوف، بیماریوں کا خوف پھر آپ کے اندر ڈیرہ ڈال لیتا ہے۔ 10 اگست 1976 کو پیدا ہونے والا۔ بے اختیاری کا خوف، مہنگائی کا خوف، بیماریوں کا خوف پھر آپ کے اندر ڈیرہ ڈال لیتا ہے۔ 10 اگست 1976 کو پیدا ہونے والا۔ بے اختیاری کا خوف، مہنگائی کا خوف، بیماریوں کا خوف پھر آپ کے اندر ڈیرہ ڈال لیتا ہے۔ 10 اگست 1976 کو پیدا ہونے والا۔ بے اختیاری کا خوف، مہنگائی کا خوف، بیماریوں کا خوف پھر آپ کے اندر ڈیرہ ڈال لیتا ہے۔ 10 اگست 1976 کو پیدا ہونے والا۔ بے اختیاری کا خوف، مہنگائی کا خوف، بیماریوں کا خوف پھر آپ کے اندر ڈیرہ ڈال لیتا ہے۔ 10 اگست 1976 bbox=[660, 1451, 763, 1679]
article-hukumat-column: اپنے مطالبات کے حصول کے لیے سڑکوں کی بندش کا سلسلہ کب اور کہاں سے شروع ہوا، اسمبلی چوک کی بندش، پشاور میں جی ٹی bbox=[755, 201, 818, 269]
headline-ghazal: ایسے غزل سرا کو چمن سے نکال دو bbox=[25, 42, 270, 64]
author-email: Shakir.hussain512@hotmail.com bbox=[213, 1021, 329, 1035]
article-na-ummeedi-column: 10 اگست 1976 کو پیدا ہونے والا۔ بے اختیاری کا خوف، مہنگائی کا خوف، بیماریوں کا خوف پھر آپ کے اندر ڈیرہ ڈال لیتا ہے۔ 10 اگست 1976 کو پیدا ہونے والا۔ بے اختیاری bbox=[796, 1373, 870, 1441]
section-divider-dotted bbox=[25, 858, 1017, 860]
author-photo bbox=[454, 584, 500, 634]
author-photo bbox=[826, 201, 868, 255]
article-justice-column: 1994 کے اوائل کی بات ہے۔ ان دنوں صدر مملکت فاروق لغاری تھے۔ جسٹس فخر النساء کھوکھر کو یہ شرف حاصل ہوا۔ 1994 کے اوائل کی بات ہے۔ ان دنوں صدر مملکت فاروق لغاری تھے۔ جسٹس فخر النساء کھوکھر کو یہ شرف حاصل ہوا۔ 1994 کے اوائل کی بات ہے۔ ان دنوں صدر مملکت فاروق لغاری تھے۔ جسٹس فخر النساء کھوکھر کو یہ شرف حاصل ہوا۔ 1994 کے اوائل کی بات ہے۔ ان دنوں صدر مملکت فاروق لغاری تھے۔ جسٹس فخر النساء کھوکھر کو یہ شرف حاصل ہوا۔ 1994 کے اوائل کی بات ہے۔ ان دنوں صدر مملکت فاروق لغاری تھے۔ جسٹس فخر النساء کھوکھر کو یہ شرف حاصل ہوا۔ 1994 کے اوائل کی بات ہے۔ ان دنوں صدر مملکت فاروق لغاری تھے۔ جسٹس فخر النساء کھوکھر کو یہ شرف حاصل ہوا۔ 1994 کے اوائل کی بات ہے۔ ان دنوں صدر مملکت فاروق لغاری تھے۔ جسٹس فخر النساء کھوکھر کو یہ شرف حاصل ہوا۔ 1994 کے اوائل کی بات ہے۔ ان دنوں صدر مملکت فاروق لغاری تھے۔ جسٹس فخر النساء کھوکھر کو یہ شرف حاصل ہوا۔ 1994 کے اوائل کی بات ہے۔ ان دنوں صدر مملکت فاروق لغاری تھے۔ جسٹس فخر النساء کھوکھر کو یہ شرف حاصل ہوا۔ 1994 کے اوائل کی بات ہے۔ ان دنوں صدر مملکت فاروق لغاری تھے۔ جسٹس فخر النساء کھوکھر کو یہ شرف حاصل ہوا۔ 1994 کے اوائل کی بات ہے۔ ان دنوں صدر مملکت فاروق لغاری تھے۔ جسٹس فخر النساء کھوکھر کو یہ شرف حاصل ہوا۔ 1994 کے اوائل کی بات ہے۔ ان دنوں صدر مملکت فاروق لغاری تھے۔ جسٹس فخر النساء کھوکھر کو یہ شرف حاصل ہوا۔ 1994 کے اوائل کی بات ہے۔ ان دنوں صدر مملکت فاروق لغاری تھے۔ جسٹس فخر النساء کھوکھر کو یہ شرف حاصل ہوا۔ 1994 کے اوائل کی بات ہے۔ ان دنوں صدر مملکت فاروق bbox=[400, 867, 517, 1295]
column-divider bbox=[522, 866, 523, 1298]
article-justice-column: 1994 کے اوائل کی بات ہے۔ ان دنوں صدر مملکت فاروق لغاری تھے۔ جسٹس فخر النساء کھوکھر کو یہ شرف حاصل ہوا۔ 1994 کے اوائل کی بات ہے۔ ان دنوں صدر مملکت فاروق لغاری تھے۔ جسٹس فخر النساء کھوکھر کو یہ شرف حاصل ہوا۔ 1994 کے اوائل کی بات ہے۔ ان دنوں صدر مملکت فاروق لغاری تھے۔ جسٹس فخر النساء کھوکھر کو یہ شرف حاصل ہوا۔ 1994 کے اوائل کی بات ہے۔ ان دنوں صدر مملکت فاروق لغاری تھے۔ جسٹس فخر النساء کھوکھر کو یہ شرف حاصل ہوا۔ 1994 کے اوائل کی بات ہے۔ ان دنوں صدر مملکت فاروق لغاری تھے۔ جسٹس فخر النساء کھوکھر کو یہ شرف حاصل ہوا۔ 1994 کے اوائل کی بات ہے۔ ان دنوں صدر مملکت فاروق لغاری تھے۔ جسٹس فخر النساء کھوکھر کو یہ شرف حاصل ہوا۔ 1994 کے اوائل کی بات ہے۔ ان دنوں صدر مملکت فاروق لغاری تھے۔ جسٹس فخر النساء کھوکھر کو یہ شرف حاصل ہوا۔ 1994 کے اوائل کی بات ہے۔ ان دنوں صدر مملکت فاروق لغاری تھے۔ جسٹس فخر النساء کھوکھر کو یہ شرف حاصل ہوا۔ 1994 کے اوائل کی بات ہے۔ ان دنوں صدر مملکت فاروق لغاری تھے۔ جسٹس فخر النساء کھوکھر کو یہ شرف حاصل ہوا۔ 1994 کے اوائل کی بات ہے۔ ان دنوں صدر مملکت فاروق لغاری تھے۔ جسٹس فخر النساء کھوکھر کو یہ شرف حاصل ہوا۔ 1994 کے اوائل کی بات ہے۔ ان دنوں صدر مملکت فاروق لغاری تھے۔ جسٹس فخر النساء کھوکھر کو یہ شرف حاصل ہوا۔ 1994 کے اوائل کی بات ہے۔ ان دنوں صدر مملکت فاروق لغاری تھے۔ جسٹس فخر النساء کھوکھر کو یہ شرف حاصل ہوا۔ 1994 کے اوائل کی بات ہے۔ ان دنوں صدر مملکت فاروق لغاری تھے۔ جسٹس فخر النساء کھوکھر کو یہ شرف حاصل ہوا۔ 1994 کے اوائل کی بات ہے۔ ان دنوں صدر مملکت فاروق لغاری تھے۔ جسٹس فخر النساء کھوکھر کو یہ شرف حاصل ہوا۔ 1994 کے اوائل کی بات ہے۔ ان دنوں صدر مملکت فاروق لغاری تھے۔ جسٹس فخر النساء کھوکھر کو یہ شرف حاصل ہوا۔ 1994 کے اوائل کی بات ہے۔ ان دنوں صدر مملکت فاروق لغاری تھے۔ جسٹس فخر النساء کھوکھر کو یہ شرف حاصل ہوا۔ 1994 کے اوائل bbox=[25, 867, 165, 1295]
author-email: meemsheenkhay@gmail.com bbox=[449, 204, 571, 218]
article-azadi-column: آخر ہم کب تک دنیا کو اپنا وطن بیچنے اور ذلت اٹھانے کا موقع فراہم کرتے رہیں گے۔ اس حملے کی ایف آئی آر درج ہوئی۔ آخر ہم کب تک دنیا کو اپنا وطن بیچنے اور ذلت اٹھانے کا موقع فراہم کرتے رہیں گے۔ اس حملے کی ایف آئی آر درج ہوئی۔ آخر ہم کب تک دنیا کو اپنا وطن بیچنے اور ذلت اٹھانے کا موقع فراہم کرتے رہیں گے۔ اس حملے کی ایف آئی آر درج ہوئی۔ آخر ہم کب تک دنیا کو اپنا وطن بیچنے اور ذلت اٹھانے کا موقع فراہم کرتے رہیں گے۔ اس حملے کی ایف آئی آر درج ہوئی۔ آخر ہم کب تک دنیا کو اپنا وطن بیچنے اور ذلت اٹھانے کا موقع فراہم کرتے رہیں گے۔ اس حملے کی ایف آئی آر درج ہوئی۔ آخر ہم کب تک bbox=[157, 1505, 271, 1673]
column-name: روشنی bbox=[515, 587, 555, 600]
article-wazir-column: گئی مسائل حل کرنے کیلئے ان کی رہنمائی کرے۔ موسمیاتی تغیر و تبدل سے ہونے والی تباہ کاریوں اور پاکستان میں حالیہ سیلاب کے تناظر میں۔ گئی مسائل حل کرنے کیلئے ان کی رہنمائی کرے۔ موسمیاتی تغیر و تبدل سے ہونے والی تباہ bbox=[660, 893, 763, 961]
article-hum-be-misal-column: مہنگائی کے حوالے سے ماضی میں اپوزیشن اگلا الیکشن بہت مشکل مرحلہ ہوگا۔ سوشل میڈیا اور یوٹیوب نے سب bbox=[576, 147, 633, 215]
author-name: آفتاب احمد خانزادہ bbox=[725, 1393, 778, 1401]
headline-wazir: وزیراعظم کا عزم صمیم! bbox=[660, 866, 870, 888]
article-justice-column: 1994 کے اوائل کی بات ہے۔ ان دنوں صدر مملکت فاروق لغاری تھے۔ جسٹس فخر النساء کھوکھر کو یہ شرف حاصل ہوا۔ 1994 کے اوائل کی بات ہے۔ ان دنوں صدر مملکت فاروق لغاری تھے۔ جسٹس فخر النساء bbox=[170, 905, 280, 963]
article-no-ball-column: موجودہ ملکی سیاسی صورت حال بتدریج اعلی تعلیمات و تحقیق کے معیاری فروغ پر اثر انداز ہو رہی bbox=[577, 585, 633, 643]
article-no-ball-column: موجودہ ملکی سیاسی صورت حال بتدریج اعلی تعلیمات و تحقیق کے معیاری فروغ پر اثر انداز ہو رہی ہے۔ اس تناظر میں اگر یہ کہا جائے تو غلط نہیں۔ موجودہ ملکی سیاسی صورت حال بتدریج اعلی تعلیمات و تحقیق کے معیاری فروغ پر اثر انداز ہو bbox=[403, 505, 515, 573]
author-box-hum-be-misal bbox=[448, 143, 572, 219]
author-name: شاکر حسین شاکر bbox=[268, 993, 319, 1001]
article-siasatdan-column: سیاستدانوں کے حلقے ویران ہیں، اب تو لوگ اپنے منتخب کردہ نمائندوں کے چہرے بھی بھول گئے ہیں۔ سیاستدان اپنی ذمے داریوں سے بے خبر ہیں۔ سیاستدانوں کے حلقے ویران ہیں، اب تو لوگ اپنے منتخب کردہ نمائندوں کے چہرے بھی بھول گئے ہیں۔ سیاستدان اپنی ذمے داریوں سے بے خبر ہیں۔ سیاستدانوں کے حلقے ویران ہیں، اب تو لوگ اپنے منتخب کردہ نمائندوں کے چہرے بھی بھول گئے ہیں۔ سیاستدان اپنی ذمے داریوں سے بے خبر ہیں۔ سیاستدانوں کے حلقے ویران ہیں، اب تو لوگ اپنے منتخب کردہ نمائندوں کے چہرے بھی بھول گئے ہیں۔ سیاستدان اپنی ذمے داریوں سے بے خبر ہیں۔ سیاستدانوں کے حلقے ویران ہیں، اب تو لوگ اپنے منتخب کردہ نمائندوں کے چہرے بھی بھول گئے ہیں۔ سیاستدان اپنی ذمے داریوں سے بے خبر ہیں۔ سیاستدانوں کے حلقے ویران ہیں، اب تو لوگ اپنے منتخب کردہ نمائندوں کے چہرے بھی بھول گئے ہیں۔ سیاستدان اپنی ذمے داریوں سے بے خبر ہیں۔ سیاستدانوں کے حلقے ویران ہیں، اب تو لوگ اپنے منتخب کردہ نمائندوں کے چہرے بھی بھول گئے ہیں۔ سیاستدان اپنی ذمے داریوں سے بے خبر ہیں۔ سیاستدانوں کے حلقے ویران ہیں، اب تو لوگ اپنے منتخب کردہ نمائندوں کے چہرے بھی بھول گئے ہیں۔ سیاستدان اپنی ذمے داریوں سے بے خبر ہیں۔ سیاستدانوں کے حلقے ویران ہیں، اب تو لوگ اپنے منتخب کردہ نمائندوں کے چہرے بھی بھول گئے ہیں۔ سیاستدان اپنی ذمے داریوں سے بے خبر ہیں۔ سیاستدانوں کے حلقے ویران ہیں، اب تو لوگ اپنے منتخب کردہ نمائندوں کے چہرے بھی بھول گئے ہیں۔ سیاستدان اپنی ذمے داریوں سے بے خبر ہیں۔ سیاستدانوں کے حلقے ویران ہیں، اب تو لوگ اپنے منتخب کردہ نمائندوں کے bbox=[640, 43, 750, 461]
article-hukumat-column: اپنے مطالبات کے حصول کے لیے سڑکوں کی بندش کا سلسلہ کب اور کہاں سے شروع ہوا، اسمبلی چوک کی بندش، پشاور میں جی ٹی روڈ پر اسمبلی چوک بند کر دیتے تو اس کا مطلب ہوگا سڑک کی بندش، ٹریفک کا نظام درہم برہم ہو جاتا ہے۔ اپنے مطالبات کے حصول کے لیے سڑکوں کی بندش کا سلسلہ کب اور کہاں سے شروع ہوا، اسمبلی چوک کی بندش، پشاور میں جی ٹی روڈ پر اسمبلی چوک بند کر دیتے تو اس کا مطلب ہوگا سڑک کی بندش، ٹریفک کا نظام درہم برہم ہو جاتا ہے۔ اپنے مطالبات کے حصول کے لیے سڑکوں کی بندش کا سلسلہ کب اور کہاں سے شروع ہوا، اسمبلی چوک کی بندش، پشاور میں جی ٹی روڈ پر اسمبلی چوک بند کر دیتے تو اس کا مطلب ہوگا سڑک کی بندش، ٹریفک کا نظام درہم برہم ہو جاتا ہے۔ اپنے مطالبات کے حصول کے لیے سڑکوں کی بندش کا سلسلہ کب اور کہاں سے شروع ہوا، اسمبلی چوک کی بندش، پشاور میں جی ٹی روڈ پر اسمبلی چوک بند کر دیتے تو اس کا مطلب ہوگا سڑک کی بندش، ٹریفک کا نظام درہم برہم ہو جاتا ہے۔ اپنے مطالبات کے حصول کے لیے سڑکوں کی بندش کا سلسلہ کب اور کہاں سے شروع ہوا، اسمبلی چوک کی بندش، پشاور میں جی ٹی روڈ پر اسمبلی چوک بند کر دیتے تو اس کا مطلب ہوگا سڑک کی بندش، ٹریفک کا نظام درہم برہم ہو جاتا ہے۔ اپنے مطالبات کے حصول کے لیے سڑکوں کی بندش کا سلسلہ کب اور کہاں سے شروع ہوا، اسمبلی چوک کی بندش، پشاور میں جی ٹی روڈ پر اسمبلی چوک بند کر دیتے تو اس کا مطلب ہوگا سڑک کی بندش، ٹریفک کا نظام درہم برہم ہو جاتا ہے۔ اپنے مطالبات کے حصول کے لیے سڑکوں کی بندش کا سلسلہ کب اور کہاں سے شروع ہوا، اسمبلی چوک کی بندش، پشاور میں جی ٹی روڈ پر اسمبلی چوک بند کر دیتے تو اس کا مطلب ہوگا سڑک کی بندش، ٹریفک کا نظام درہم برہم ہو جاتا ہے۔ اپنے مطالبات کے حصول کے لیے سڑکوں کی بندش کا سلسلہ کب اور کہاں سے شروع ہوا، اسمبلی چوک کی بندش، پشاور میں جی ٹی روڈ پر اسمبلی چوک بند کر دیتے تو اس کا مطلب ہوگا سڑک کی بندش، ٹریفک کا نظام درہم برہم ہو جاتا ہے۔ اپنے مطالبات کے حصول کے لیے سڑکوں کی بندش کا سلسلہ کب اور کہاں سے شروع ہوا، اسمبلی چوک کی بندش، پشاور میں جی ٹی روڈ پر اسمبلی چوک بند کر دیتے تو اس کا مطلب ہوگا سڑک کی بندش، ٹریفک کا نظام درہم برہم ہو جاتا ہے۔ اپنے مطالبات کے حصول کے لیے سڑکوں کی بندش کا سلسلہ کب اور کہاں سے شروع ہوا، اسمبلی چوک کی بندش، پشاور میں bbox=[755, 279, 883, 847]
article-azadi-column: آخر ہم کب تک دنیا کو اپنا وطن بیچنے اور ذلت اٹھانے کا موقع فراہم کرتے رہیں گے۔ اس حملے کی ایف آئی آر درج ہوئی۔ آخر ہم کب تک دنیا کو اپنا وطن بیچنے اور ذلت اٹھانے کا موقع فراہم کرتے رہیں گے۔ اس حملے کی ایف آئی آر درج ہوئی۔ آخر ہم کب تک دنیا کو اپنا وطن بیچنے اور ذلت اٹھانے کا موقع فراہم کرتے رہیں گے۔ اس حملے کی ایف آئی آر درج ہوئی۔ آخر ہم کب تک دنیا کو اپنا وطن بیچنے اور ذلت اٹھانے کا موقع فراہم کرتے رہیں گے۔ اس حملے کی ایف آئی آر درج ہوئی۔ آخر ہم کب تک دنیا کو اپنا وطن بیچنے اور ذلت اٹھانے کا موقع فراہم کرتے رہیں گے۔ اس حملے کی ایف آئی آر درج ہوئی۔ آخر ہم کب تک دنیا کو اپنا وطن بیچنے اور ذلت اٹھانے کا موقع فراہم کرتے رہیں گے۔ اس حملے کی ایف آئی آر درج ہوئی۔ آخر ہم کب تک دنیا کو اپنا وطن بیچنے اور ذلت اٹھانے کا موقع فراہم کرتے رہیں گے۔ اس حملے کی ایف آئی آر درج ہوئی۔ آخر ہم کب تک دنیا کو اپنا وطن بیچنے اور ذلت اٹھانے کا موقع فراہم کرتے رہیں گے۔ اس حملے کی ایف آئی آر درج ہوئی۔ آخر ہم کب تک دنیا کو اپنا وطن بیچنے اور ذلت اٹھانے کا موقع فراہم کرتے رہیں گے۔ اس حملے کی ایف آئی آر درج ہوئی۔ آخر ہم کب تک دنیا کو اپنا وطن بیچنے اور ذلت اٹھانے کا موقع فراہم کرتے رہیں گے۔ اس حملے کی ایف آئی آر درج ہوئی۔ آخر ہم کب تک دنیا کو اپنا وطن بیچنے اور ذلت اٹھانے کا موقع فراہم کرتے رہیں گے۔ اس حملے کی ایف آئی آر درج ہوئی۔ آخر ہم کب تک دنیا کو اپنا وطن بیچنے اور ذلت اٹھانے کا موقع فراہم کرتے رہیں گے۔ اس حملے کی ایف آئی آر درج ہوئی۔ آخر ہم کب تک دنیا کو اپنا وطن بیچنے اور ذلت اٹھانے کا موقع فراہم کرتے رہیں گے۔ اس حملے کی ایف آئی آر درج ہوئی۔ آخر ہم کب تک دنیا کو اپنا وطن بیچنے اور ذلت اٹھانے کا موقع فراہم کرتے رہیں گے۔ اس حملے کی ایف آئی آر درج ہوئی۔ آخر ہم کب تک دنیا کو اپنا وطن بیچنے اور ذلت اٹھانے کا موقع فراہم کرتے رہیں گے۔ اس حملے کی ایف آئی آر درج ہوئی۔ آخر ہم کب تک دنیا کو اپنا وطن بیچنے اور ذلت اٹھانے کا موقع فراہم کرتے رہیں گے۔ اس حملے کی ایف آئی آر درج bbox=[400, 1311, 560, 1679]
headline-hum-be-misal: ہم بے مثال ہیں bbox=[403, 42, 633, 64]
author-box-wazir bbox=[695, 968, 813, 1036]
author-photo bbox=[452, 147, 498, 201]
article-na-ummeedi-column: 10 اگست 1976 کو پیدا ہونے والا۔ بے اختیاری کا خوف، مہنگائی bbox=[768, 1341, 870, 1359]
article-hum-be-misal-column: مہنگائی کے حوالے سے ماضی میں اپوزیشن اگلا الیکشن بہت مشکل مرحلہ ہوگا۔ سوشل bbox=[403, 147, 444, 215]
article-no-ball-column: موجودہ ملکی سیاسی صورت حال بتدریج اعلی تعلیمات و تحقیق کے معیاری فروغ پر اثر انداز ہو رہی ہے۔ اس تناظر میں اگر یہ کہا جائے تو غلط نہیں۔ موجودہ ملکی سیاسی صورت حال بتدریج اعلی تعلیمات و تحقیق کے معیاری فروغ پر اثر انداز ہو رہی ہے۔ اس تناظر میں اگر یہ کہا جائے تو غلط نہیں۔ موجودہ ملکی سیاسی صورت حال بتدریج اعلی تعلیمات و تحقیق کے معیاری فروغ پر اثر انداز ہو رہی ہے۔ اس تناظر میں اگر یہ کہا جائے تو غلط نہیں۔ موجودہ ملکی سیاسی صورت حال بتدریج اعلی تعلیمات و تحقیق کے معیاری فروغ پر اثر انداز ہو رہی ہے۔ اس تناظر میں اگر یہ کہا جائے تو غلط نہیں۔ موجودہ ملکی سیاسی صورت حال بتدریج اعلی تعلیمات و تحقیق کے معیاری فروغ پر اثر انداز ہو رہی ہے۔ bbox=[520, 659, 633, 847]
section-divider-dotted bbox=[25, 1304, 562, 1306]
masthead-date-english: DAILY EXPRESS-FRIDAY, NOVEMBER 11,2022 bbox=[28, 24, 248, 35]
article-azadi-column: آخر ہم کب تک دنیا کو اپنا وطن بیچنے اور ذلت اٹھانے کا موقع فراہم کرتے رہیں گے۔ اس حملے کی ایف آئی آر درج ہوئی۔ آخر ہم کب تک دنیا کو اپنا وطن بیچنے اور ذلت اٹھانے کا موقع فراہم کرتے رہیں گے۔ اس حملے کی ایف آئی آر درج ہوئی۔ آخر ہم کب تک دنیا کو اپنا وطن بیچنے اور ذلت اٹھانے کا موقع فراہم کرتے رہیں گے۔ اس حملے کی ایف آئی آر درج ہوئی۔ آخر ہم کب تک دنیا کو اپنا وطن بیچنے اور ذلت اٹھانے کا موقع فراہم کرتے رہیں گے۔ اس حملے کی ایف آئی آر درج ہوئی۔ آخر ہم کب تک دنیا کو اپنا وطن بیچنے اور ذلت اٹھانے کا موقع فراہم کرتے رہیں گے۔ اس حملے کی ایف آئی آر درج ہوئی۔ آخر ہم کب تک دنیا کو اپنا bbox=[277, 1505, 393, 1673]
author-email: usmandamohi@yahoo.com bbox=[206, 1484, 322, 1498]
column-divider bbox=[401, 42, 402, 466]
article-ghazal-column: ایک بڑی خوش کن خبر ہے کہ ہم اقبال کی تعلیمات کو بحال کر دیا گیا ہے۔ کلام کی آفاقیت کے معترف دانشور اور اس میں تحقیق کرنے والے۔ ایک بڑی خوش کن خبر ہے کہ ہم اقبال کی تعلیمات کو بحال کر دیا گیا ہے۔ کلام کی آفاقیت کے معترف دانشور اور اس میں تحقیق کرنے والے۔ ایک بڑی خوش کن خبر ہے کہ ہم اقبال کی تعلیمات کو بحال کر دیا گیا ہے۔ کلام کی آفاقیت کے معترف دانشور اور اس میں تحقیق کرنے والے۔ ایک بڑی خوش کن خبر ہے کہ ہم اقبال کی تعلیمات کو بحال کر دیا گیا ہے۔ کلام کی آفاقیت کے معترف دانشور اور اس میں تحقیق کرنے والے۔ ایک بڑی خوش کن خبر ہے کہ ہم اقبال کی تعلیمات کو بحال کر دیا گیا ہے۔ کلام کی آفاقیت کے معترف دانشور اور اس میں تحقیق کرنے والے۔ ایک بڑی خوش کن خبر ہے کہ ہم اقبال کی تعلیمات کو بحال کر دیا گیا ہے۔ کلام کی آفاقیت کے معترف دانشور اور اس میں تحقیق کرنے والے۔ ایک بڑی خوش کن خبر ہے کہ ہم اقبال کی تعلیمات کو بحال کر دیا گیا ہے۔ کلام کی آفاقیت کے معترف دانشور اور اس میں تحقیق کرنے والے۔ ایک بڑی خوش کن خبر ہے کہ ہم اقبال کی تعلیمات کو بحال کر دیا گیا ہے۔ کلام کی آفاقیت کے معترف دانشور اور اس میں تحقیق کرنے والے۔ ایک بڑی خوش کن خبر ہے کہ ہم اقبال کی تعلیمات کو بحال کر دیا گیا ہے۔ کلام کی آفاقیت کے معترف دانشور اور اس میں تحقیق کرنے والے۔ ایک بڑی خوش کن خبر ہے کہ ہم اقبال کی تعلیمات کو بحال کر دیا گیا ہے۔ کلام کی آفاقیت کے معترف دانشور اور اس میں تحقیق کرنے والے۔ ایک بڑی خوش کن خبر ہے کہ ہم اقبال کی تعلیمات کو بحال کر دیا گیا ہے۔ کلام کی آفاقیت کے معترف دانشور اور اس میں تحقیق کرنے والے۔ ایک بڑی خوش کن خبر ہے کہ ہم اقبال کی تعلیمات کو بحال کر دیا گیا ہے۔ کلام کی آفاقیت کے معترف دانشور اور اس میں تحقیق کرنے والے۔ ایک بڑی خوش کن خبر ہے کہ ہم اقبال کی تعلیمات کو بحال کر دیا گیا ہے۔ کلام کی آفاقیت کے معترف دانشور اور اس میں تحقیق کرنے والے۔ ایک بڑی خوش کن خبر ہے کہ ہم اقبال کی تعلیمات کو بحال کر دیا گیا ہے۔ کلام کی آفاقیت کے معترف دانشور اور اس میں تحقیق کرنے والے۔ ایک بڑی خوش کن خبر ہے کہ ہم اقبال کی تعلیمات کو بحال کر دیا گیا ہے۔ کلام کی آفاقیت کے معترف دانشور اور اس میں تحقیق کرنے والے۔ ایک بڑی خوش کن خبر ہے کہ ہم اقبال کی تعلیمات کو بحال کر دیا گیا ہے۔ کلام کی bbox=[25, 273, 143, 841]
article-na-ummeedi-column: 10 اگست 1976 کو پیدا ہونے والا۔ بے اختیاری کا خوف، مہنگائی کا خوف، بیماریوں کا خوف پھر آپ کے اندر ڈیرہ ڈال لیتا ہے۔ 10 اگست 1976 کو پیدا ہونے والا۔ بے اختیاری کا خوف، مہنگائی کا خوف، بیماریوں کا خوف پھر آپ کے اندر ڈیرہ ڈال لیتا ہے۔ 10 اگست 1976 کو پیدا ہونے والا۔ بے اختیاری کا خوف، مہنگائی کا خوف، بیماریوں کا خوف پھر آپ کے اندر ڈیرہ ڈال لیتا ہے۔ 10 اگست 1976 کو پیدا ہونے والا۔ بے اختیاری کا خوف، مہنگائی کا خوف، بیماریوں کا خوف پھر آپ کے اندر ڈیرہ ڈال لیتا ہے۔ 10 اگست 1976 کو پیدا ہونے والا۔ بے اختیاری کا خوف، مہنگائی کا خوف، بیماریوں کا خوف پھر آپ کے اندر ڈیرہ ڈال لیتا ہے۔ 10 اگست 1976 کو پیدا ہونے والا۔ بے اختیاری کا خوف، مہنگائی کا خوف، بیماریوں کا خوف پھر آپ کے اندر ڈیرہ ڈال لیتا ہے۔ 10 اگست 1976 کو پیدا ہونے والا۔ بے اختیاری کا خوف، مہنگائی کا خوف، بیماریوں کا خوف پھر آپ کے اندر ڈیرہ ڈال لیتا ہے۔ 10 اگست 1976 کو پیدا ہونے والا۔ بے اختیاری کا خوف، مہنگائی کا خوف، بیماریوں کا خوف پھر آپ کے اندر ڈیرہ ڈال لیتا ہے۔ 10 اگست 1976 کو پیدا ہونے والا۔ بے اختیاری کا خوف، مہنگائی کا خوف، بیماریوں کا خوف پھر آپ کے اندر ڈیرہ ڈال لیتا ہے۔ 10 اگست 1976 کو پیدا ہونے والا۔ بے اختیاری کا خوف، مہنگائی کا خوف، بیماریوں کا خوف پھر آپ کے اندر ڈیرہ ڈال لیتا ہے۔ 10 اگست 1976 کو پیدا ہونے والا۔ بے اختیاری کا خوف، مہنگائی کا خوف، بیماریوں کا خوف پھر آپ کے اندر ڈیرہ ڈال لیتا ہے۔ 10 اگست 1976 کو پیدا ہونے والا۔ بے اختیاری کا خوف، مہنگائی کا خوف، بیماریوں کا خوف پھر آپ کے اندر ڈیرہ ڈال لیتا ہے۔ 10 اگست 1976 کو پیدا ہونے والا۔ بے اختیاری کا خوف، مہنگائی کا خوف، بیماریوں کا خوف پھر آپ کے اندر ڈیرہ ڈال لیتا ہے۔ 10 اگست 1976 کو پیدا ہونے والا۔ بے اختیاری کا خوف، مہنگائی کا خوف، بیماریوں کا خوف پھر آپ کے اندر ڈیرہ bbox=[875, 1303, 1017, 1671]
author-photo bbox=[97, 202, 139, 248]
article-hukumat-column: اپنے مطالبات کے حصول کے لیے سڑکوں کی بندش کا سلسلہ کب اور کہاں سے شروع ہوا، اسمبلی چوک کی بندش، پشاور میں جی ٹی روڈ پر اسمبلی چوک بند کر دیتے تو اس کا مطلب ہوگا سڑک کی بندش، ٹریفک کا نظام درہم برہم ہو جاتا ہے۔ اپنے مطالبات کے حصول کے لیے سڑکوں کی بندش کا سلسلہ کب اور کہاں سے شروع ہوا، اسمبلی چوک کی بندش، پشاور میں جی ٹی روڈ پر اسمبلی چوک بند کر دیتے تو اس کا مطلب ہوگا سڑک کی بندش، ٹریفک کا نظام درہم برہم ہو جاتا ہے۔ اپنے bbox=[889, 67, 1017, 185]
article-justice-column: 1994 کے اوائل کی بات ہے۔ ان دنوں صدر مملکت فاروق لغاری تھے۔ جسٹس فخر النساء کھوکھر کو یہ شرف حاصل ہوا۔ 1994 کے اوائل کی بات ہے۔ ان دنوں صدر مملکت فاروق لغاری تھے۔ جسٹس فخر النساء bbox=[285, 905, 396, 963]
article-azadi-column: آخر ہم کب تک دنیا کو اپنا وطن بیچنے اور ذلت اٹھانے کا موقع فراہم کرتے رہیں گے۔ اس حملے کی ایف آئی آر درج ہوئی۔ آخر ہم کب تک دنیا کو اپنا وطن بیچنے اور ذلت اٹھانے کا موقع فراہم کرتے رہیں گے۔ اس حملے کی ایف آئی آر درج ہوئی۔ آخر ہم کب تک دنیا کو اپنا وطن بیچنے اور ذلت اٹھانے کا موقع فراہم کرتے رہیں گے۔ اس حملے کی ایف آئی آر درج ہوئی۔ آخر ہم کب تک دنیا کو اپنا وطن بیچنے اور ذلت اٹھانے کا موقع فراہم کرتے رہیں گے۔ اس حملے کی ایف آئی آر درج ہوئی۔ آخر ہم کب تک دنیا کو اپنا وطن بیچنے اور ذلت اٹھانے کا موقع فراہم کرتے رہیں گے۔ اس حملے کی ایف آئی آر درج ہوئی۔ آخر ہم کب تک دنیا کو اپنا وطن بیچنے اور ذلت اٹھانے کا موقع فراہم کرتے رہیں گے۔ اس حملے کی ایف آئی آر درج ہوئی۔ آخر ہم کب تک دنیا کو اپنا وطن بیچنے اور ذلت اٹھانے کا موقع فراہم کرتے رہیں گے۔ اس حملے کی ایف آئی آر درج ہوئی۔ آخر ہم کب تک دنیا کو اپنا وطن بیچنے اور ذلت اٹھانے کا موقع فراہم کرتے رہیں گے۔ اس حملے کی ایف آئی آر درج ہوئی۔ آخر ہم کب تک دنیا کو اپنا وطن بیچنے اور ذلت اٹھانے کا موقع فراہم کرتے رہیں گے۔ اس حملے کی ایف آئی آر درج ہوئی۔ آخر ہم کب تک دنیا کو اپنا وطن بیچنے اور ذلت اٹھانے کا موقع فراہم کرتے رہیں گے۔ اس حملے کی ایف آئی آر درج ہوئی۔ آخر ہم کب تک دنیا کو اپنا وطن بیچنے اور ذلت اٹھانے کا موقع فراہم کرتے رہیں گے۔ اس حملے کی ایف آئی آر درج ہوئی۔ آخر ہم کب تک دنیا کو اپنا وطن بیچنے اور ذلت اٹھانے کا موقع فراہم کرتے رہیں گے۔ اس حملے کی ایف آئی آر درج ہوئی۔ آخر ہم کب تک دنیا کو اپنا وطن بیچنے اور ذلت bbox=[25, 1311, 150, 1679]
column-name: آوازِ وطن bbox=[260, 1434, 313, 1447]
author-box-ghazal bbox=[93, 198, 205, 266]
article-wazir-column: گئی مسائل حل کرنے کیلئے ان کی رہنمائی کرے۔ موسمیاتی تغیر و تبدل سے ہونے والی تباہ کاریوں اور پاکستان میں حالیہ سیلاب کے تناظر میں۔ گئی مسائل حل کرنے کیلئے ان کی رہنمائی کرے۔ موسمیاتی تغیر و تبدل سے ہونے والی تباہ کاریوں اور پاکستان میں حالیہ سیلاب کے تناظر میں۔ گئی مسائل حل کرنے کیلئے ان کی رہنمائی کرے۔ موسمیاتی تغیر و تبدل سے ہونے والی تباہ کاریوں اور پاکستان میں حالیہ سیلاب کے تناظر میں۔ گئی مسائل حل کرنے کیلئے ان کی رہنمائی کرے۔ موسمیاتی تغیر و تبدل سے ہونے والی تباہ کاریوں اور پاکستان میں حالیہ سیلاب کے تناظر میں۔ گئی مسائل حل کرنے کیلئے ان کی رہنمائی کرے۔ موسمیاتی تغیر و تبدل سے ہونے والی تباہ کاریوں اور پاکستان میں حالیہ سیلاب کے تناظر میں۔ گئی مسائل حل کرنے کیلئے ان کی رہنمائی کرے۔ موسمیاتی تغیر و تبدل سے ہونے والی تباہ کاریوں اور پاکستان میں حالیہ سیلاب کے تناظر میں۔ گئی مسائل حل کرنے کیلئے ان کی رہنمائی کرے۔ موسمیاتی تغیر و تبدل سے ہونے والی تباہ کاریوں اور پاکستان میں حالیہ سیلاب کے تناظر میں۔ گئی مسائل حل کرنے کیلئے ان کی رہنمائی کرے۔ موسمیاتی تغیر و تبدل سے ہونے والی تباہ کاریوں اور پاکستان میں حالیہ سیلاب کے تناظر میں۔ گئی مسائل حل کرنے کیلئے ان کی رہنمائی کرے۔ موسمیاتی تغیر و تبدل سے ہونے والی تباہ کاریوں اور پاکستان میں حالیہ سیلاب کے تناظر میں۔ گئی مسائل حل کرنے کیلئے ان کی رہنمائی کرے۔ موسمیاتی تغیر و تبدل سے ہونے والی تباہ کاریوں اور پاکستان میں حالیہ سیلاب کے تناظر میں۔ گئی مسائل حل کرنے کیلئے ان کی رہنمائی کرے۔ موسمیاتی تغیر و تبدل سے ہونے والی تباہ کاریوں اور پاکستان میں حالیہ سیلاب کے تناظر میں۔ گئی مسائل حل کرنے کیلئے ان کی رہنمائی کرے۔ موسمیاتی تغیر و تبدل سے ہونے والی تباہ کاریوں اور پاکستان میں حالیہ سیلاب کے تناظر میں۔ گئی مسائل حل کرنے کیلئے ان کی رہنمائی کرے۔ موسمیاتی تغیر و تبدل سے ہونے والی تباہ کاریوں اور پاکستان میں حالیہ سیلاب کے تناظر میں۔ گئی مسائل حل کرنے کیلئے ان کی رہنمائی کرے۔ موسمیاتی تغیر و تبدل سے ہونے والی تباہ کاریوں اور پاکستان میں حالیہ سیلاب کے تناظر میں۔ گئی مسائل حل کرنے کیلئے ان کی رہنمائی کرے۔ bbox=[875, 867, 1017, 1295]
